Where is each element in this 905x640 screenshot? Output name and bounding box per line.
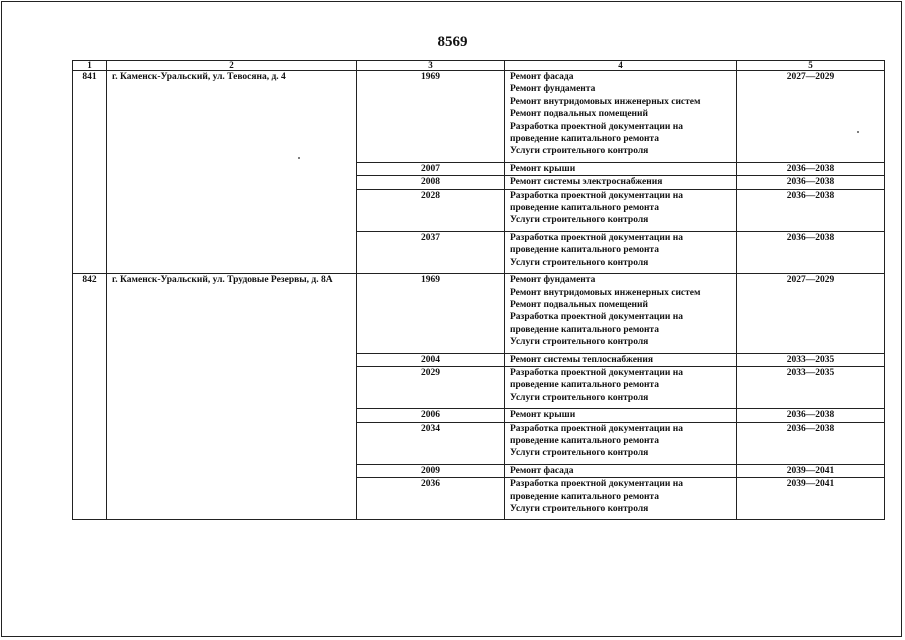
year-cell: 1969 (357, 274, 505, 353)
year-cell: 2008 (357, 176, 505, 189)
work-item: Ремонт крыши (510, 410, 576, 421)
works-cell (505, 274, 737, 353)
work-item: проведение капитального ремонта (510, 435, 659, 446)
row-number: 841 (73, 71, 107, 274)
work-item: Ремонт системы электроснабжения (510, 177, 663, 188)
column-number-row (73, 61, 885, 71)
work-item: Ремонт фасада (510, 465, 574, 476)
works-cell (505, 176, 737, 189)
work-item: Ремонт внутридомовых инженерных систем (510, 96, 701, 107)
address-cell: г. Каменск-Уральский, ул. Трудовые Резервы, д. 8А (107, 274, 357, 520)
column-header-3: 3 (357, 61, 505, 71)
year-cell: 2029 (357, 366, 505, 408)
year-cell: 2037 (357, 231, 505, 273)
works-cell (505, 464, 737, 477)
table-row (73, 274, 885, 353)
work-item: Разработка проектной документации на (510, 121, 683, 132)
period-cell: 2027—2029 (737, 274, 885, 353)
works-cell (505, 353, 737, 366)
year-cell: 2006 (357, 409, 505, 422)
period-cell: 2036—2038 (737, 189, 885, 231)
table-row (73, 71, 885, 163)
period-cell: 2033—2035 (737, 366, 885, 408)
work-item: Разработка проектной документации на (510, 312, 683, 323)
work-item: Услуги строительного контроля (510, 146, 649, 157)
work-item: Ремонт системы теплоснабжения (510, 354, 654, 365)
works-cell (505, 189, 737, 231)
work-item: Ремонт внутридомовых инженерных систем (510, 287, 701, 298)
works-cell (505, 71, 737, 163)
work-item: проведение капитального ремонта (510, 324, 659, 335)
row-number: 842 (73, 274, 107, 520)
period-cell: 2039—2041 (737, 464, 885, 477)
work-item: Ремонт фундамента (510, 84, 596, 95)
work-item: проведение капитального ремонта (510, 491, 659, 502)
work-item: Услуги строительного контроля (510, 257, 649, 268)
scan-speck (298, 157, 300, 159)
work-item: проведение капитального ремонта (510, 380, 659, 391)
work-item: Услуги строительного контроля (510, 392, 649, 403)
works-cell (505, 478, 737, 520)
work-item: Услуги строительного контроля (510, 448, 649, 459)
address-cell: г. Каменск-Уральский, ул. Тевосяна, д. 4 (107, 71, 357, 274)
work-item: Ремонт фундамента (510, 275, 596, 286)
year-cell: 2036 (357, 478, 505, 520)
work-item: Разработка проектной документации на (510, 232, 683, 243)
column-header-1: 1 (73, 61, 107, 71)
works-cell (505, 409, 737, 422)
column-header-4: 4 (505, 61, 737, 71)
column-header-5: 5 (737, 61, 885, 71)
works-cell (505, 422, 737, 464)
work-item: Услуги строительного контроля (510, 337, 649, 348)
work-item: Ремонт подвальных помещений (510, 299, 648, 310)
year-cell: 2004 (357, 353, 505, 366)
period-cell: 2036—2038 (737, 422, 885, 464)
work-item: Разработка проектной документации на (510, 479, 683, 490)
work-item: Ремонт подвальных помещений (510, 109, 648, 120)
capital-repair-table (72, 60, 885, 520)
work-item: проведение капитального ремонта (510, 134, 659, 145)
work-item: Разработка проектной документации на (510, 190, 683, 201)
work-item: Ремонт фасада (510, 72, 574, 82)
period-cell: 2036—2038 (737, 176, 885, 189)
year-cell: 2007 (357, 162, 505, 175)
period-cell: 2039—2041 (737, 478, 885, 520)
year-cell: 2028 (357, 189, 505, 231)
work-item: проведение капитального ремонта (510, 245, 659, 256)
work-item: Разработка проектной документации на (510, 367, 683, 378)
period-cell: 2033—2035 (737, 353, 885, 366)
work-item: Разработка проектной документации на (510, 423, 683, 434)
work-item: Услуги строительного контроля (510, 215, 649, 226)
year-cell: 1969 (357, 71, 505, 163)
period-cell: 2036—2038 (737, 409, 885, 422)
scan-speck (857, 131, 859, 133)
works-cell (505, 162, 737, 175)
page-number: 8569 (437, 34, 468, 50)
year-cell: 2034 (357, 422, 505, 464)
work-item: Ремонт крыши (510, 163, 576, 174)
year-cell: 2009 (357, 464, 505, 477)
works-cell (505, 366, 737, 408)
table-body (73, 71, 885, 520)
works-cell (505, 231, 737, 273)
column-header-2: 2 (107, 61, 357, 71)
work-item: проведение капитального ремонта (510, 203, 659, 214)
work-item: Услуги строительного контроля (510, 504, 649, 514)
period-cell: 2036—2038 (737, 231, 885, 273)
period-cell: 2027—2029 (737, 71, 885, 163)
period-cell: 2036—2038 (737, 162, 885, 175)
